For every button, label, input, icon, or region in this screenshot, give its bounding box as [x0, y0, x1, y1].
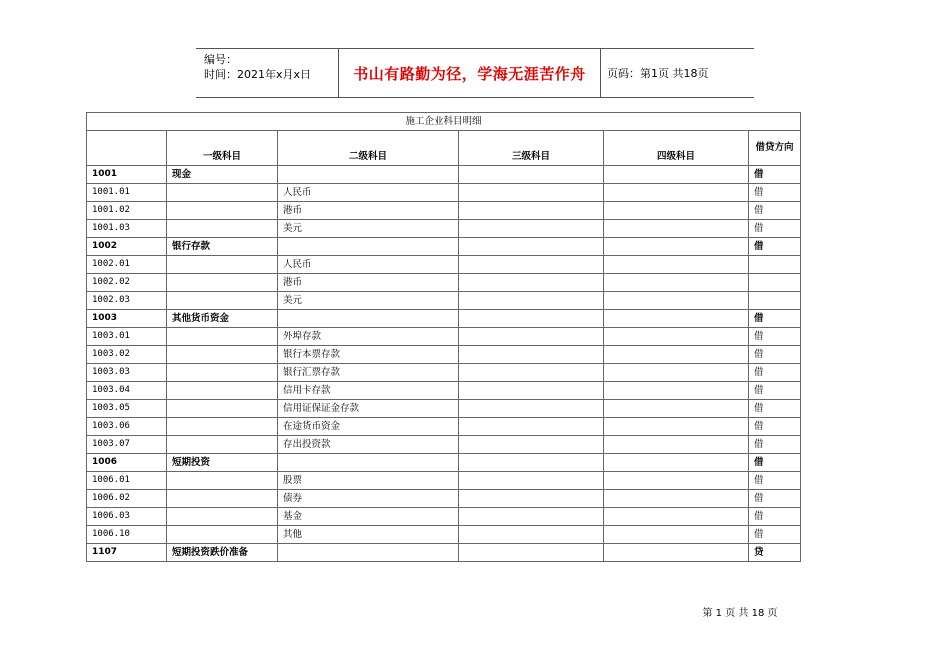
level4-cell	[604, 202, 749, 220]
level2-cell	[278, 310, 459, 328]
column-header-level3: 三级科目	[459, 131, 604, 166]
level1-cell	[167, 202, 278, 220]
direction-cell: 借	[749, 400, 801, 418]
level4-cell	[604, 292, 749, 310]
level3-cell	[459, 490, 604, 508]
level1-cell	[167, 346, 278, 364]
level1-cell: 短期投资跌价准备	[167, 544, 278, 562]
level1-cell: 银行存款	[167, 238, 278, 256]
level1-cell: 现金	[167, 166, 278, 184]
level1-cell	[167, 436, 278, 454]
code-cell: 1006.03	[87, 508, 167, 526]
level2-cell: 港币	[278, 274, 459, 292]
code-cell: 1001	[87, 166, 167, 184]
level2-cell: 美元	[278, 220, 459, 238]
level2-cell: 其他	[278, 526, 459, 544]
column-header-level1: 一级科目	[167, 131, 278, 166]
code-cell: 1001.03	[87, 220, 167, 238]
table-row	[87, 364, 801, 382]
level2-cell: 外埠存款	[278, 328, 459, 346]
code-cell: 1107	[87, 544, 167, 562]
level3-cell	[459, 238, 604, 256]
level4-cell	[604, 508, 749, 526]
level2-cell: 信用证保证金存款	[278, 400, 459, 418]
level3-cell	[459, 346, 604, 364]
direction-cell: 借	[749, 508, 801, 526]
document-header	[196, 48, 754, 98]
level3-cell	[459, 508, 604, 526]
level2-cell: 美元	[278, 292, 459, 310]
level3-cell	[459, 454, 604, 472]
level2-cell: 股票	[278, 472, 459, 490]
level4-cell	[604, 364, 749, 382]
code-cell: 1003	[87, 310, 167, 328]
level4-cell	[604, 382, 749, 400]
account-table-body	[87, 113, 801, 562]
direction-cell: 借	[749, 202, 801, 220]
level3-cell	[459, 292, 604, 310]
level4-cell	[604, 184, 749, 202]
level4-cell	[604, 256, 749, 274]
level2-cell: 基金	[278, 508, 459, 526]
level2-cell: 银行本票存款	[278, 346, 459, 364]
code-cell: 1006.01	[87, 472, 167, 490]
table-row	[87, 436, 801, 454]
table-row	[87, 382, 801, 400]
level1-cell	[167, 364, 278, 382]
table-row	[87, 490, 801, 508]
direction-cell: 借	[749, 310, 801, 328]
level3-cell	[459, 526, 604, 544]
table-row	[87, 238, 801, 256]
level3-cell	[459, 436, 604, 454]
direction-cell: 借	[749, 328, 801, 346]
table-row	[87, 400, 801, 418]
column-header-level4: 四级科目	[604, 131, 749, 166]
direction-cell: 借	[749, 436, 801, 454]
level1-cell	[167, 508, 278, 526]
level4-cell	[604, 418, 749, 436]
level2-cell: 港币	[278, 202, 459, 220]
level3-cell	[459, 418, 604, 436]
code-cell: 1002.01	[87, 256, 167, 274]
level2-cell: 在途货币资金	[278, 418, 459, 436]
code-cell: 1003.04	[87, 382, 167, 400]
level1-cell: 短期投资	[167, 454, 278, 472]
level3-cell	[459, 166, 604, 184]
level1-cell	[167, 526, 278, 544]
level2-cell	[278, 544, 459, 562]
table-row	[87, 274, 801, 292]
level1-cell	[167, 256, 278, 274]
level3-cell	[459, 328, 604, 346]
level2-cell	[278, 166, 459, 184]
direction-cell: 借	[749, 238, 801, 256]
motto-text: 书山有路勤为径，学海无涯苦作舟	[353, 64, 586, 83]
level3-cell	[459, 472, 604, 490]
level2-cell	[278, 238, 459, 256]
direction-cell: 借	[749, 184, 801, 202]
direction-cell: 借	[749, 346, 801, 364]
table-header-row	[87, 131, 801, 166]
table-row	[87, 472, 801, 490]
table-row	[87, 328, 801, 346]
level4-cell	[604, 346, 749, 364]
table-row	[87, 256, 801, 274]
table-row	[87, 292, 801, 310]
direction-cell: 借	[749, 166, 801, 184]
level2-cell: 银行汇票存款	[278, 364, 459, 382]
level4-cell	[604, 238, 749, 256]
level2-cell: 信用卡存款	[278, 382, 459, 400]
level3-cell	[459, 400, 604, 418]
level2-cell: 人民币	[278, 256, 459, 274]
level1-cell: 其他货币资金	[167, 310, 278, 328]
code-cell: 1003.01	[87, 328, 167, 346]
level4-cell	[604, 166, 749, 184]
header-page-cell	[601, 49, 754, 97]
table-row	[87, 220, 801, 238]
level1-cell	[167, 400, 278, 418]
level1-cell	[167, 184, 278, 202]
direction-cell	[749, 274, 801, 292]
level1-cell	[167, 274, 278, 292]
direction-cell	[749, 292, 801, 310]
direction-cell: 借	[749, 526, 801, 544]
table-row	[87, 418, 801, 436]
level4-cell	[604, 328, 749, 346]
time-label: 时间：2021年x月x日	[204, 68, 312, 81]
page-number-label: 页码：第1页 共18页	[607, 67, 709, 80]
table-title-row	[87, 113, 801, 131]
code-cell: 1003.06	[87, 418, 167, 436]
column-header-level2: 二级科目	[278, 131, 459, 166]
table-row	[87, 526, 801, 544]
table-row	[87, 544, 801, 562]
direction-cell: 借	[749, 382, 801, 400]
direction-cell	[749, 256, 801, 274]
level1-cell	[167, 472, 278, 490]
level1-cell	[167, 292, 278, 310]
level3-cell	[459, 544, 604, 562]
level1-cell	[167, 418, 278, 436]
table-row	[87, 346, 801, 364]
level4-cell	[604, 490, 749, 508]
code-cell: 1006.10	[87, 526, 167, 544]
code-cell: 1002	[87, 238, 167, 256]
level2-cell	[278, 454, 459, 472]
level2-cell: 债券	[278, 490, 459, 508]
direction-cell: 贷	[749, 544, 801, 562]
level4-cell	[604, 472, 749, 490]
table-row	[87, 202, 801, 220]
code-cell: 1002.02	[87, 274, 167, 292]
number-label: 编号：	[204, 53, 237, 66]
level3-cell	[459, 274, 604, 292]
level3-cell	[459, 382, 604, 400]
level2-cell: 存出投资款	[278, 436, 459, 454]
level4-cell	[604, 274, 749, 292]
direction-cell: 借	[749, 472, 801, 490]
level4-cell	[604, 526, 749, 544]
column-header-direction: 借贷方向	[749, 131, 801, 166]
level1-cell	[167, 328, 278, 346]
table-row	[87, 508, 801, 526]
table-row	[87, 454, 801, 472]
level3-cell	[459, 202, 604, 220]
page-footer: 第 1 页 共 18 页	[702, 608, 778, 619]
code-cell: 1003.03	[87, 364, 167, 382]
code-cell: 1002.03	[87, 292, 167, 310]
level2-cell: 人民币	[278, 184, 459, 202]
column-header-code	[87, 131, 167, 166]
table-row	[87, 184, 801, 202]
code-cell: 1003.05	[87, 400, 167, 418]
code-cell: 1003.02	[87, 346, 167, 364]
direction-cell: 借	[749, 364, 801, 382]
level4-cell	[604, 310, 749, 328]
level4-cell	[604, 436, 749, 454]
code-cell: 1001.02	[87, 202, 167, 220]
code-cell: 1006	[87, 454, 167, 472]
level3-cell	[459, 364, 604, 382]
level4-cell	[604, 544, 749, 562]
level3-cell	[459, 184, 604, 202]
level1-cell	[167, 490, 278, 508]
level1-cell	[167, 220, 278, 238]
level4-cell	[604, 220, 749, 238]
level4-cell	[604, 454, 749, 472]
table-row	[87, 166, 801, 184]
code-cell: 1003.07	[87, 436, 167, 454]
level3-cell	[459, 220, 604, 238]
direction-cell: 借	[749, 490, 801, 508]
header-info-cell	[196, 49, 338, 97]
header-motto-cell	[338, 49, 601, 97]
level3-cell	[459, 256, 604, 274]
code-cell: 1006.02	[87, 490, 167, 508]
level3-cell	[459, 310, 604, 328]
table-title: 施工企业科目明细	[87, 113, 801, 131]
level1-cell	[167, 382, 278, 400]
table-row	[87, 310, 801, 328]
account-table	[86, 112, 801, 562]
direction-cell: 借	[749, 418, 801, 436]
direction-cell: 借	[749, 220, 801, 238]
code-cell: 1001.01	[87, 184, 167, 202]
direction-cell: 借	[749, 454, 801, 472]
level4-cell	[604, 400, 749, 418]
